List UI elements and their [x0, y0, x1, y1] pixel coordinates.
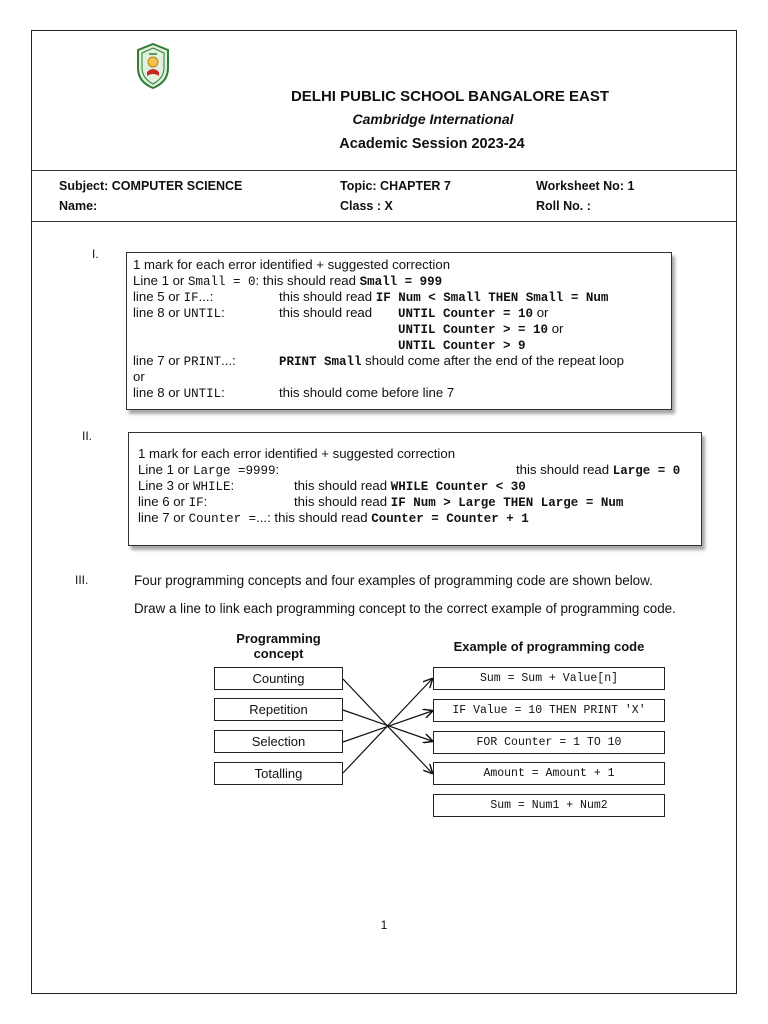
q2-row-3: line 6 or IF: — [138, 494, 208, 510]
concept-box-repetition: Repetition — [214, 698, 343, 721]
q1-row-4: line 7 or PRINT...: — [133, 353, 236, 369]
board-name: Cambridge International — [352, 111, 514, 127]
q1-row-3-fix-3: UNTIL Counter > 9 — [398, 339, 526, 353]
concept-box-selection: Selection — [214, 730, 343, 753]
q1-row-5: or — [133, 369, 145, 384]
concept-box-counting: Counting — [214, 667, 343, 690]
subject-label: Subject: COMPUTER SCIENCE — [59, 179, 243, 193]
example-heading: Example of programming code — [453, 639, 645, 654]
school-name: DELHI PUBLIC SCHOOL BANGALORE EAST — [290, 88, 610, 105]
q1-row-3-fix-2: UNTIL Counter > = 10 or — [398, 321, 564, 337]
question-number-1: I. — [92, 247, 99, 261]
q1-title: 1 mark for each error identified + suggested correction — [133, 257, 451, 272]
q2-row-1: Line 1 or Large =9999: — [138, 462, 280, 478]
q1-row-1: Line 1 or Small = 0: this should read Small = 999 — [133, 273, 443, 289]
q2-row-4: line 7 or Counter =...: this should read Counter = Counter + 1 — [138, 510, 529, 526]
q2-row-2: Line 3 or WHILE: — [138, 478, 235, 494]
concept-heading: Programming concept — [236, 631, 321, 661]
question-number-2: II. — [82, 429, 93, 443]
q3-instruction-1: Four programming concepts and four examples of programming code are shown below. — [134, 573, 653, 588]
name-label: Name: — [59, 199, 98, 213]
example-box-2: IF Value = 10 THEN PRINT 'X' — [433, 699, 665, 722]
question-number-3: III. — [75, 573, 89, 587]
q2-title: 1 mark for each error identified + suggested correction — [138, 446, 456, 461]
q2-row-1-fix: this should read Large = 0 — [516, 462, 681, 478]
q1-row-4-fix: PRINT Small should come after the end of the repeat loop — [279, 353, 624, 369]
q1-row-3-read: this should read — [279, 305, 373, 320]
q1-row-3-fix-1: UNTIL Counter = 10 or — [398, 305, 549, 321]
example-box-5: Sum = Num1 + Num2 — [433, 794, 665, 817]
q1-row-3: line 8 or UNTIL: — [133, 305, 225, 321]
example-box-1: Sum = Sum + Value[n] — [433, 667, 665, 690]
q1-row-6: line 8 or UNTIL: — [133, 385, 225, 401]
example-box-3: FOR Counter = 1 TO 10 — [433, 731, 665, 754]
q3-instruction-2: Draw a line to link each programming concept to the correct example of programming code. — [134, 601, 676, 616]
worksheet-label: Worksheet No: 1 — [536, 179, 635, 193]
example-box-4: Amount = Amount + 1 — [433, 762, 665, 785]
q1-row-2: line 5 or IF...: — [133, 289, 214, 305]
roll-label: Roll No. : — [536, 199, 591, 213]
q1-row-2-fix: this should read IF Num < Small THEN Small = Num — [279, 289, 609, 305]
concept-box-totalling: Totalling — [214, 762, 343, 785]
topic-label: Topic: CHAPTER 7 — [340, 179, 451, 193]
class-label: Class : X — [340, 199, 393, 213]
q2-row-2-fix: this should read WHILE Counter < 30 — [294, 478, 526, 494]
page-number: 1 — [380, 918, 388, 932]
q1-row-6-fix: this should come before line 7 — [279, 385, 455, 400]
academic-session: Academic Session 2023-24 — [339, 136, 525, 152]
q2-row-3-fix: this should read IF Num > Large THEN Large = Num — [294, 494, 624, 510]
